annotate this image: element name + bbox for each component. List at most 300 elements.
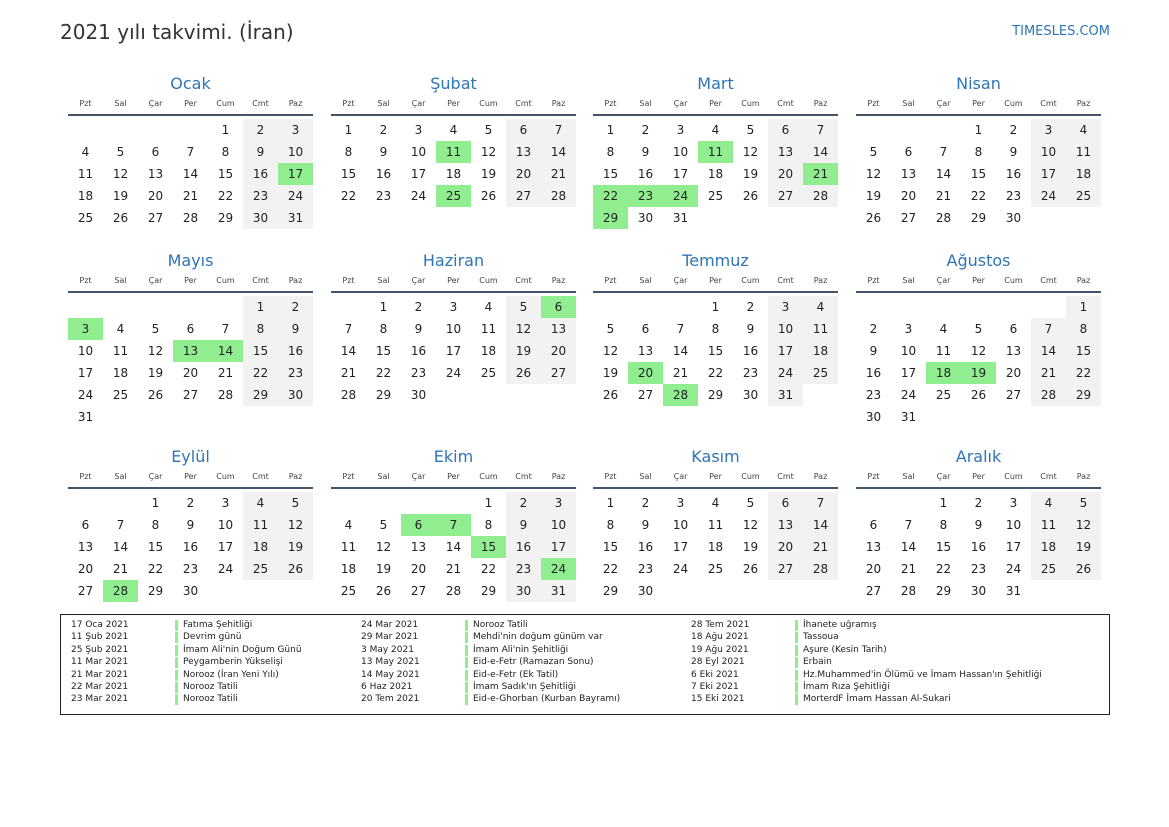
- day-cell: 3: [541, 492, 576, 514]
- holiday-day: 18: [926, 362, 961, 384]
- empty-day: [926, 296, 961, 318]
- day-cell: 22: [217, 189, 234, 203]
- day-cell: 30: [506, 580, 541, 602]
- week-row: [593, 318, 838, 340]
- day-cell: 25: [935, 388, 952, 402]
- day-cell: 13: [506, 141, 541, 163]
- holiday-day: 23: [628, 185, 663, 207]
- holiday-date: 7 Eki 2021: [691, 681, 739, 692]
- week-row: [856, 185, 1101, 207]
- holiday-day: 7: [436, 514, 471, 536]
- weekday-label: Pzt: [604, 472, 617, 481]
- week-row: [856, 362, 1101, 384]
- day-cell: 23: [278, 362, 313, 384]
- day-cell: 15: [243, 340, 278, 362]
- weekday-label: Paz: [1076, 276, 1091, 285]
- weekday-label: Cum: [1004, 472, 1023, 481]
- holiday-name: Erbain: [803, 657, 832, 668]
- site-link[interactable]: TIMESLES.COM: [1012, 24, 1110, 39]
- week-row: [856, 318, 1101, 340]
- month-3: [856, 72, 1101, 229]
- week-row: [856, 580, 1101, 602]
- day-cell: 8: [221, 145, 230, 159]
- holiday-date: 6 Haz 2021: [361, 681, 413, 692]
- holiday-date: 13 May 2021: [361, 657, 420, 668]
- empty-day: [996, 296, 1031, 318]
- week-row: [856, 340, 1101, 362]
- day-cell: 2: [641, 123, 650, 137]
- day-cell: 28: [445, 584, 462, 598]
- day-cell: 14: [672, 344, 689, 358]
- month-9: [331, 445, 576, 602]
- day-cell: 26: [480, 189, 497, 203]
- empty-day: [996, 406, 1031, 428]
- day-cell: 31: [768, 384, 803, 406]
- weekday-label: Paz: [288, 276, 303, 285]
- day-cell: 1: [1066, 296, 1101, 318]
- week-row: [68, 207, 313, 229]
- weekday-label: Sal: [377, 99, 390, 108]
- day-cell: 17: [77, 366, 94, 380]
- day-cell: 16: [375, 167, 392, 181]
- day-cell: 20: [768, 536, 803, 558]
- day-cell: 24: [1005, 562, 1022, 576]
- day-cell: 6: [904, 145, 913, 159]
- day-cell: 27: [1005, 388, 1022, 402]
- day-cell: 8: [243, 318, 278, 340]
- holiday-marker: [795, 620, 798, 631]
- day-cell: 18: [1031, 536, 1066, 558]
- header-rule: [331, 291, 576, 293]
- empty-day: [138, 296, 173, 318]
- day-cell: 9: [1009, 145, 1018, 159]
- day-cell: 30: [410, 388, 427, 402]
- holiday-date: 11 Şub 2021: [71, 632, 129, 643]
- weekday-label: Sal: [639, 276, 652, 285]
- day-cell: 4: [803, 296, 838, 318]
- day-cell: 7: [116, 518, 125, 532]
- holiday-day: 6: [401, 514, 436, 536]
- weekday-label: Çar: [411, 472, 426, 481]
- day-cell: 19: [865, 189, 882, 203]
- day-cell: 5: [484, 123, 493, 137]
- weekday-label: Paz: [551, 99, 566, 108]
- day-cell: 24: [768, 362, 803, 384]
- holiday-day: 28: [663, 384, 698, 406]
- day-cell: 9: [641, 518, 650, 532]
- day-cell: 18: [803, 340, 838, 362]
- weekday-label: Paz: [1076, 99, 1091, 108]
- day-cell: 29: [707, 388, 724, 402]
- day-cell: 31: [900, 410, 917, 424]
- month-name: Ağustos: [946, 251, 1011, 270]
- empty-day: [68, 296, 103, 318]
- holiday-name: İmam Sadık'ın Şehitliği: [473, 681, 576, 692]
- day-cell: 18: [707, 167, 724, 181]
- day-cell: 22: [1066, 362, 1101, 384]
- day-cell: 10: [278, 141, 313, 163]
- holiday-name: Hz.Muhammed'in Ölümü ve İmam Hassan'ın Şehitliği: [803, 669, 1042, 680]
- week-row: [856, 406, 1101, 428]
- day-cell: 22: [147, 562, 164, 576]
- day-cell: 22: [935, 562, 952, 576]
- day-cell: 5: [506, 296, 541, 318]
- holiday-day: 6: [541, 296, 576, 318]
- week-row: [68, 318, 313, 340]
- empty-day: [68, 492, 103, 514]
- day-cell: 5: [869, 145, 878, 159]
- day-cell: 19: [1066, 536, 1101, 558]
- day-cell: 31: [278, 207, 313, 229]
- weekday-label: Paz: [813, 276, 828, 285]
- day-cell: 28: [541, 185, 576, 207]
- day-cell: 2: [974, 496, 983, 510]
- empty-day: [541, 384, 576, 406]
- day-cell: 17: [768, 340, 803, 362]
- week-row: [593, 207, 838, 229]
- day-cell: 15: [970, 167, 987, 181]
- weekday-label: Sal: [114, 472, 127, 481]
- weekday-header: [856, 467, 1101, 487]
- day-cell: 4: [939, 322, 948, 336]
- holiday-name: Tassoua: [803, 632, 839, 643]
- day-cell: 11: [112, 344, 129, 358]
- day-cell: 16: [865, 366, 882, 380]
- empty-day: [768, 580, 803, 602]
- day-cell: 17: [445, 344, 462, 358]
- weekday-label: Cum: [479, 472, 498, 481]
- day-cell: 16: [410, 344, 427, 358]
- holiday-marker: [795, 694, 798, 705]
- day-cell: 18: [112, 366, 129, 380]
- holiday-day: 15: [471, 536, 506, 558]
- day-cell: 5: [379, 518, 388, 532]
- day-cell: 6: [768, 492, 803, 514]
- empty-day: [366, 492, 401, 514]
- weekday-label: Sal: [114, 99, 127, 108]
- weekday-header: [331, 271, 576, 291]
- empty-day: [926, 406, 961, 428]
- day-cell: 5: [116, 145, 125, 159]
- holiday-name: İmam Ali'nin Doğum Günü: [183, 644, 302, 655]
- day-cell: 30: [1005, 211, 1022, 225]
- weekday-label: Pzt: [79, 99, 92, 108]
- weekday-label: Çar: [673, 99, 688, 108]
- week-row: [331, 492, 576, 514]
- weekday-label: Çar: [411, 276, 426, 285]
- day-cell: 14: [935, 167, 952, 181]
- weekday-label: Cum: [479, 276, 498, 285]
- weekday-label: Çar: [936, 472, 951, 481]
- week-row: [856, 119, 1101, 141]
- day-cell: 2: [1009, 123, 1018, 137]
- week-row: [331, 318, 576, 340]
- empty-day: [68, 119, 103, 141]
- day-cell: 19: [112, 189, 129, 203]
- day-cell: 29: [1066, 384, 1101, 406]
- day-cell: 10: [672, 145, 689, 159]
- day-cell: 7: [344, 322, 353, 336]
- week-row: [593, 384, 838, 406]
- holiday-marker: [465, 620, 468, 631]
- day-cell: 21: [340, 366, 357, 380]
- week-row: [68, 492, 313, 514]
- day-cell: 22: [340, 189, 357, 203]
- day-cell: 27: [768, 185, 803, 207]
- day-cell: 4: [1031, 492, 1066, 514]
- day-cell: 4: [484, 300, 493, 314]
- weekday-label: Sal: [639, 99, 652, 108]
- holiday-date: 14 May 2021: [361, 669, 420, 680]
- day-cell: 21: [803, 536, 838, 558]
- empty-day: [698, 207, 733, 229]
- day-cell: 31: [77, 410, 94, 424]
- day-cell: 9: [379, 145, 388, 159]
- day-cell: 26: [112, 211, 129, 225]
- day-cell: 24: [900, 388, 917, 402]
- week-row: [68, 406, 313, 428]
- day-cell: 19: [278, 536, 313, 558]
- day-cell: 12: [742, 518, 759, 532]
- day-cell: 27: [147, 211, 164, 225]
- weekday-label: Pzt: [342, 472, 355, 481]
- day-cell: 3: [449, 300, 458, 314]
- day-cell: 20: [865, 562, 882, 576]
- day-cell: 20: [768, 163, 803, 185]
- week-row: [331, 141, 576, 163]
- day-cell: 17: [410, 167, 427, 181]
- day-cell: 2: [746, 300, 755, 314]
- weekday-label: Cmt: [515, 99, 532, 108]
- day-cell: 17: [1031, 163, 1066, 185]
- month-8: [68, 445, 313, 602]
- day-cell: 9: [746, 322, 755, 336]
- weekday-label: Cum: [216, 276, 235, 285]
- day-cell: 5: [151, 322, 160, 336]
- day-cell: 1: [221, 123, 230, 137]
- holiday-day: 25: [436, 185, 471, 207]
- header-rule: [856, 487, 1101, 489]
- day-cell: 26: [375, 584, 392, 598]
- day-cell: 11: [480, 322, 497, 336]
- holiday-marker: [465, 632, 468, 643]
- day-cell: 30: [865, 410, 882, 424]
- day-cell: 3: [904, 322, 913, 336]
- day-cell: 16: [1005, 167, 1022, 181]
- weekday-label: Per: [972, 276, 985, 285]
- weekday-header: [68, 271, 313, 291]
- day-cell: 5: [278, 492, 313, 514]
- day-cell: 22: [480, 562, 497, 576]
- holiday-marker: [465, 645, 468, 656]
- day-cell: 29: [243, 384, 278, 406]
- day-cell: 4: [243, 492, 278, 514]
- day-cell: 13: [147, 167, 164, 181]
- day-cell: 17: [541, 536, 576, 558]
- day-cell: 8: [606, 145, 615, 159]
- empty-day: [803, 207, 838, 229]
- weekday-label: Per: [709, 276, 722, 285]
- weekday-label: Çar: [411, 99, 426, 108]
- day-cell: 1: [606, 123, 615, 137]
- day-cell: 13: [77, 540, 94, 554]
- holiday-marker: [465, 657, 468, 668]
- day-cell: 20: [1005, 366, 1022, 380]
- weekday-label: Sal: [902, 472, 915, 481]
- weekday-label: Cmt: [1040, 99, 1057, 108]
- week-row: [856, 207, 1101, 229]
- weekday-label: Cum: [216, 99, 235, 108]
- empty-day: [1031, 580, 1066, 602]
- day-cell: 9: [506, 514, 541, 536]
- weekday-label: Pzt: [604, 276, 617, 285]
- weekday-label: Cmt: [777, 276, 794, 285]
- day-cell: 27: [637, 388, 654, 402]
- day-cell: 7: [221, 322, 230, 336]
- day-cell: 23: [243, 185, 278, 207]
- day-cell: 22: [602, 562, 619, 576]
- day-cell: 23: [865, 388, 882, 402]
- day-cell: 19: [506, 340, 541, 362]
- day-cell: 19: [742, 540, 759, 554]
- header-rule: [593, 291, 838, 293]
- empty-day: [401, 492, 436, 514]
- weekday-label: Pzt: [867, 472, 880, 481]
- weekday-label: Çar: [148, 99, 163, 108]
- week-row: [68, 362, 313, 384]
- day-cell: 2: [869, 322, 878, 336]
- week-row: [331, 536, 576, 558]
- weekday-label: Paz: [288, 99, 303, 108]
- day-cell: 14: [803, 141, 838, 163]
- weekday-label: Cmt: [777, 472, 794, 481]
- day-cell: 13: [637, 344, 654, 358]
- header-rule: [331, 114, 576, 116]
- day-cell: 11: [707, 518, 724, 532]
- weekday-label: Cmt: [1040, 472, 1057, 481]
- day-cell: 30: [182, 584, 199, 598]
- day-cell: 16: [278, 340, 313, 362]
- day-cell: 18: [445, 167, 462, 181]
- week-row: [593, 558, 838, 580]
- day-cell: 28: [217, 388, 234, 402]
- day-cell: 29: [217, 211, 234, 225]
- week-row: [331, 384, 576, 406]
- empty-day: [471, 384, 506, 406]
- day-cell: 10: [672, 518, 689, 532]
- month-10: [593, 445, 838, 602]
- month-7: [856, 249, 1101, 428]
- day-cell: 4: [116, 322, 125, 336]
- day-cell: 2: [186, 496, 195, 510]
- empty-day: [733, 207, 768, 229]
- weekday-header: [856, 94, 1101, 114]
- day-cell: 6: [506, 119, 541, 141]
- weekday-label: Pzt: [79, 276, 92, 285]
- holiday-day: 29: [593, 207, 628, 229]
- day-cell: 20: [410, 562, 427, 576]
- holiday-day: 3: [68, 318, 103, 340]
- day-cell: 12: [506, 318, 541, 340]
- day-cell: 15: [935, 540, 952, 554]
- day-cell: 14: [900, 540, 917, 554]
- month-11: [856, 445, 1101, 602]
- day-cell: 2: [379, 123, 388, 137]
- week-row: [856, 492, 1101, 514]
- day-cell: 1: [711, 300, 720, 314]
- weekday-label: Cmt: [777, 99, 794, 108]
- day-cell: 21: [541, 163, 576, 185]
- day-cell: 5: [974, 322, 983, 336]
- week-row: [593, 580, 838, 602]
- day-cell: 10: [1005, 518, 1022, 532]
- header-rule: [68, 487, 313, 489]
- weekday-label: Per: [972, 472, 985, 481]
- week-row: [593, 163, 838, 185]
- day-cell: 7: [803, 492, 838, 514]
- month-name: Ekim: [433, 447, 474, 466]
- holiday-marker: [175, 657, 178, 668]
- day-cell: 22: [375, 366, 392, 380]
- holiday-date: 25 Şub 2021: [71, 644, 129, 655]
- month-name: Haziran: [422, 251, 485, 270]
- empty-day: [331, 296, 366, 318]
- holiday-name: İmam Rıza Şehitliği: [803, 681, 890, 692]
- day-cell: 11: [340, 540, 357, 554]
- day-cell: 7: [939, 145, 948, 159]
- empty-day: [961, 406, 996, 428]
- weekday-header: [331, 467, 576, 487]
- holiday-date: 20 Tem 2021: [361, 694, 420, 705]
- holiday-date: 11 Mar 2021: [71, 657, 129, 668]
- holiday-day: 11: [436, 141, 471, 163]
- day-cell: 13: [1005, 344, 1022, 358]
- weekday-label: Cmt: [252, 99, 269, 108]
- week-row: [856, 384, 1101, 406]
- weekday-label: Çar: [673, 276, 688, 285]
- holiday-day: 28: [103, 580, 138, 602]
- holiday-day: 19: [961, 362, 996, 384]
- day-cell: 17: [900, 366, 917, 380]
- month-2: [593, 72, 838, 229]
- holiday-day: 11: [698, 141, 733, 163]
- day-cell: 2: [278, 296, 313, 318]
- holiday-date: 6 Eki 2021: [691, 669, 739, 680]
- week-row: [68, 185, 313, 207]
- weekday-label: Paz: [551, 276, 566, 285]
- holiday-marker: [175, 682, 178, 693]
- empty-day: [173, 406, 208, 428]
- holiday-marker: [465, 694, 468, 705]
- weekday-label: Cum: [741, 99, 760, 108]
- day-cell: 8: [974, 145, 983, 159]
- weekday-label: Cmt: [252, 472, 269, 481]
- holiday-marker: [175, 645, 178, 656]
- week-row: [68, 340, 313, 362]
- week-row: [331, 362, 576, 384]
- empty-day: [698, 580, 733, 602]
- day-cell: 19: [742, 167, 759, 181]
- day-cell: 21: [935, 189, 952, 203]
- weekday-header: [856, 271, 1101, 291]
- header-rule: [856, 114, 1101, 116]
- day-cell: 12: [865, 167, 882, 181]
- day-cell: 3: [1031, 119, 1066, 141]
- day-cell: 9: [641, 145, 650, 159]
- day-cell: 14: [182, 167, 199, 181]
- week-row: [68, 163, 313, 185]
- day-cell: 1: [939, 496, 948, 510]
